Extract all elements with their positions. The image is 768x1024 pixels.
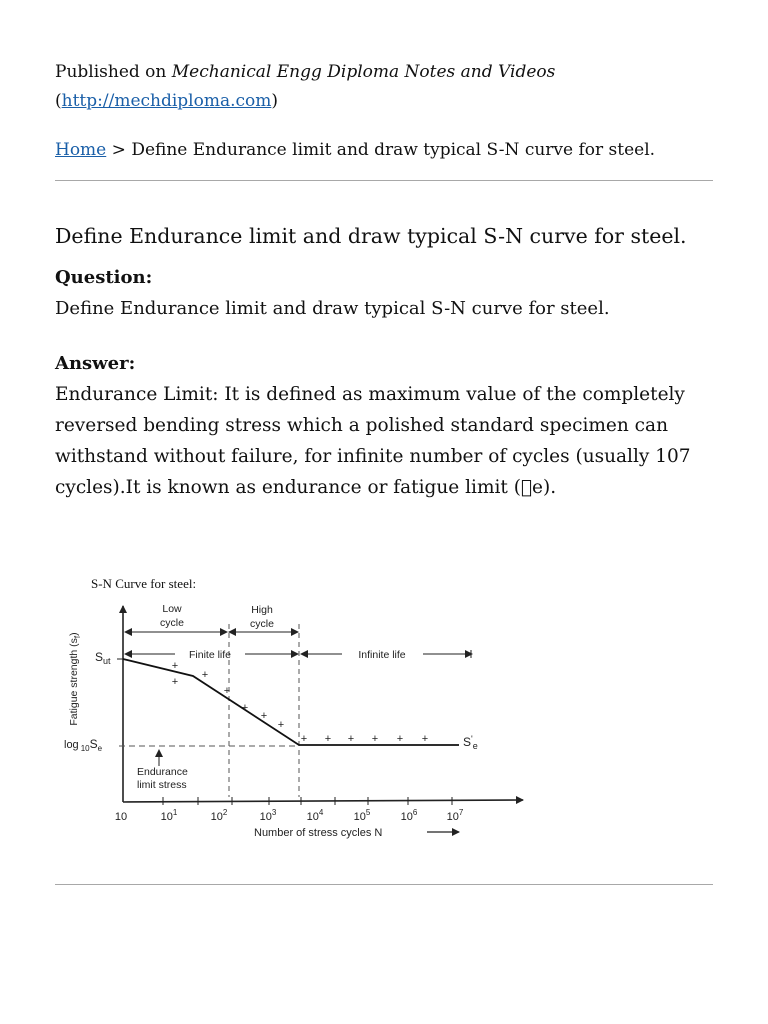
x-tick-label: $10^3$: [259, 808, 277, 823]
x-tick-label: 10: [114, 811, 128, 823]
x-axis: [123, 800, 523, 802]
breadcrumb: [55, 138, 655, 162]
close-paren: ): [271, 91, 279, 111]
bottom-divider: [55, 884, 713, 885]
x-tick-label: $10^4$: [306, 808, 324, 823]
svg-text:+: +: [421, 733, 429, 745]
question-label: Question:: [55, 267, 153, 288]
top-divider: [55, 180, 713, 181]
figure-caption: S-N Curve for steel:: [91, 576, 197, 591]
log-se-label: $\log _{10}S_e$: [64, 737, 103, 753]
y-axis-label-text: Fatigue strength (s: [68, 638, 80, 726]
endurance-label-2: limit stress: [137, 779, 187, 791]
x-tick-label: $10^7$: [446, 808, 464, 823]
svg-text:+: +: [277, 719, 285, 731]
y-axis-label-sub: f: [73, 635, 82, 639]
breadcrumb-current: Define Endurance limit and draw typical S-N curve for steel.: [131, 140, 656, 160]
open-paren: (: [55, 91, 62, 111]
svg-text:+: +: [300, 733, 308, 745]
high-cycle-label-2: cycle: [250, 618, 274, 630]
data-points: [172, 660, 428, 745]
endurance-label-1: Endurance: [137, 766, 188, 778]
y-axis-label: [68, 632, 82, 725]
low-cycle-label-1: Low: [162, 603, 182, 615]
svg-text:+: +: [201, 669, 209, 681]
question-text: Define Endurance limit and draw typical S-N curve for steel.: [55, 298, 610, 319]
svg-text:+: +: [371, 733, 379, 745]
x-tick-label: $10^6$: [400, 808, 418, 823]
low-cycle-label-2: cycle: [160, 617, 184, 629]
x-tick-label: $10^2$: [210, 808, 228, 823]
answer-label: Answer:: [55, 353, 136, 374]
svg-text:+: +: [223, 685, 231, 697]
x-axis-label: Number of stress cycles N: [254, 827, 383, 839]
sn-curve-diagram: [55, 566, 535, 846]
high-cycle-label-1: High: [251, 604, 273, 616]
svg-text:+: +: [241, 702, 249, 714]
finite-life-label: Finite life: [188, 649, 232, 661]
svg-text:+: +: [260, 710, 268, 722]
breadcrumb-home-link[interactable]: Home: [55, 140, 107, 160]
x-tick-label: $10^1$: [160, 808, 178, 823]
sut-label: $S_{ut}$: [95, 650, 111, 666]
svg-text:+: +: [324, 733, 332, 745]
breadcrumb-separator: >: [106, 140, 132, 160]
site-name: Mechanical Engg Diploma Notes and Videos: [171, 62, 556, 82]
page-title: Define Endurance limit and draw typical S-N curve for steel.: [55, 224, 687, 248]
se-prime-label: $S'_e$: [463, 734, 478, 751]
svg-text:+: +: [171, 676, 179, 688]
x-tick-label: $10^5$: [353, 808, 371, 823]
svg-text:+: +: [396, 733, 404, 745]
y-axis-label-close: ): [68, 632, 80, 636]
published-line: [55, 58, 715, 116]
sn-curve-figure: [55, 566, 535, 846]
answer-text: Endurance Limit: It is defined as maximum value of the completely reversed bending stress which a polished standard specimen can withstand without failure, for infinite number of cycles (usually 107 cycles).It is known as endurance or fatigue limit ( e).: [55, 384, 691, 498]
svg-text:+: +: [171, 660, 179, 672]
svg-text:+: +: [347, 733, 355, 745]
site-url-link[interactable]: http://mechdiploma.com: [61, 91, 272, 111]
infinite-life-label: Infinite life: [358, 649, 406, 661]
published-prefix: Published on: [55, 62, 172, 82]
